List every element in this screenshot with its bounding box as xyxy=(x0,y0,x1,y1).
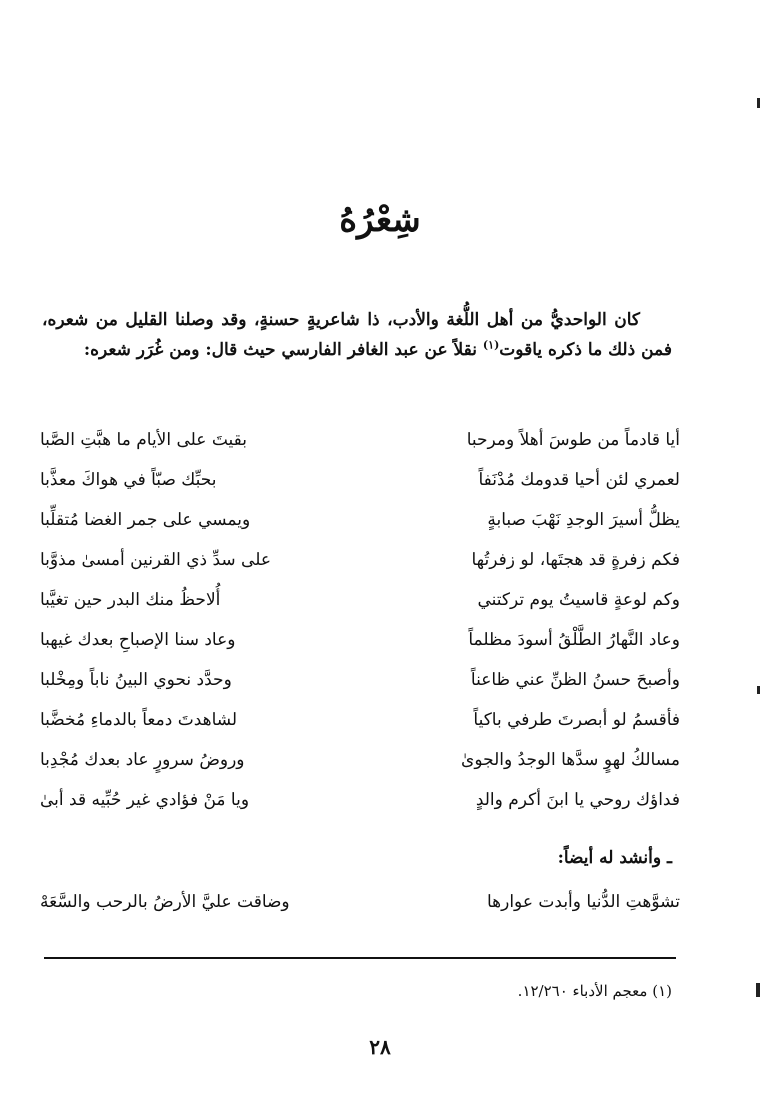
verse-second-hemistich: على سدِّ ذي القرنين أمسىٰ مذوَّبا xyxy=(40,550,272,570)
poem-verse xyxy=(40,660,680,700)
poem-verse xyxy=(40,620,680,660)
verse-second-hemistich: ويمسي على جمر الغضا مُتقلِّبا xyxy=(40,510,251,530)
intro-text xyxy=(42,305,672,365)
footnote: (١) معجم الأدباء ١٢/٢٦٠. xyxy=(517,982,672,1000)
verse-first-hemistich: وعاد النَّهارُ الطَّلْقُ أسودَ مظلماً xyxy=(468,630,680,650)
page-number: ٢٨ xyxy=(369,1035,391,1059)
poem-verse xyxy=(40,780,680,820)
poem-verse xyxy=(40,700,680,740)
footnote-divider xyxy=(44,957,676,959)
poem-main xyxy=(40,420,680,820)
poem-verse xyxy=(40,500,680,540)
poem-verse xyxy=(40,882,680,922)
verse-first-hemistich: لعمري لئن أحيا قدومك مُدْنَفاً xyxy=(478,470,680,490)
verse-first-hemistich: أيا قادماً من طوسَ أهلاً ومرحبا xyxy=(466,430,680,450)
intro-paragraph xyxy=(42,305,672,365)
verse-first-hemistich: فداؤك روحي يا ابنَ أكرم والدٍ xyxy=(475,790,680,810)
verse-first-hemistich: وأصبحَ حسنُ الظنِّ عني ظاعناً xyxy=(470,670,680,690)
intro-text-after-ref: نقلاً عن عبد الغافر الفارسي حيث قال: ومن غُرَر شعره: xyxy=(83,340,483,360)
verse-second-hemistich: وحدَّد نحوي البينُ ناباً ومِخْلبا xyxy=(40,670,232,690)
section-title: شِعْرُهُ xyxy=(339,200,421,240)
verse-second-hemistich: ويا مَنْ فؤادي غير حُبِّيه قد أبىٰ xyxy=(40,790,250,810)
footnote-reference[interactable]: (١) xyxy=(482,338,500,352)
scan-edge-mark xyxy=(756,983,760,997)
also-recited-note: ـ وأنشد له أيضاً: xyxy=(557,848,672,868)
verse-first-hemistich: فكم زفرةٍ قد هجتَها، لو زفرتُها xyxy=(471,550,680,570)
verse-second-hemistich: أُلاحظُ منك البدر حين تغيَّبا xyxy=(40,590,221,610)
poem-verse xyxy=(40,460,680,500)
verse-first-hemistich: فأقسمُ لو أبصرتَ طرفي باكياً xyxy=(473,710,680,730)
verse-second-hemistich: بحبِّك صبّاً في هواكَ معذَّبا xyxy=(40,470,217,490)
intro-text-before-ref: كان الواحديُّ من أهل اللُّغة والأدب، ذا شاعريةٍ حسنةٍ، وقد وصلنا القليل من شعره، فمن ذلك ما ذكره ياقوت xyxy=(42,310,672,360)
poem-verse xyxy=(40,540,680,580)
verse-second-hemistich: وروضُ سرورٍ عاد بعدك مُجْدِبا xyxy=(40,750,245,770)
verse-second-hemistich: لشاهدتَ دمعاً بالدماءِ مُخضَّبا xyxy=(40,710,238,730)
verse-second-hemistich: وضاقت عليَّ الأرضُ بالرحب والسَّعَهْ xyxy=(40,892,290,912)
verse-first-hemistich: مسالكُ لهوٍ سدَّها الوجدُ والجوىٰ xyxy=(461,750,680,770)
verse-first-hemistich: تشوَّهتِ الدُّنيا وأبدت عوارها xyxy=(486,892,680,912)
verse-first-hemistich: يظلُّ أسيرَ الوجدِ نَهْبَ صبابةٍ xyxy=(487,510,680,530)
poem-verse xyxy=(40,420,680,460)
poem-second xyxy=(40,882,680,922)
verse-second-hemistich: وعاد سنا الإصباحِ بعدك غيهبا xyxy=(40,630,236,650)
verse-first-hemistich: وكم لوعةٍ قاسيتُ يوم تركتني xyxy=(477,590,680,610)
poem-verse xyxy=(40,580,680,620)
poem-verse xyxy=(40,740,680,780)
verse-second-hemistich: بقيتَ على الأيام ما هبَّتِ الصَّبا xyxy=(40,430,247,450)
